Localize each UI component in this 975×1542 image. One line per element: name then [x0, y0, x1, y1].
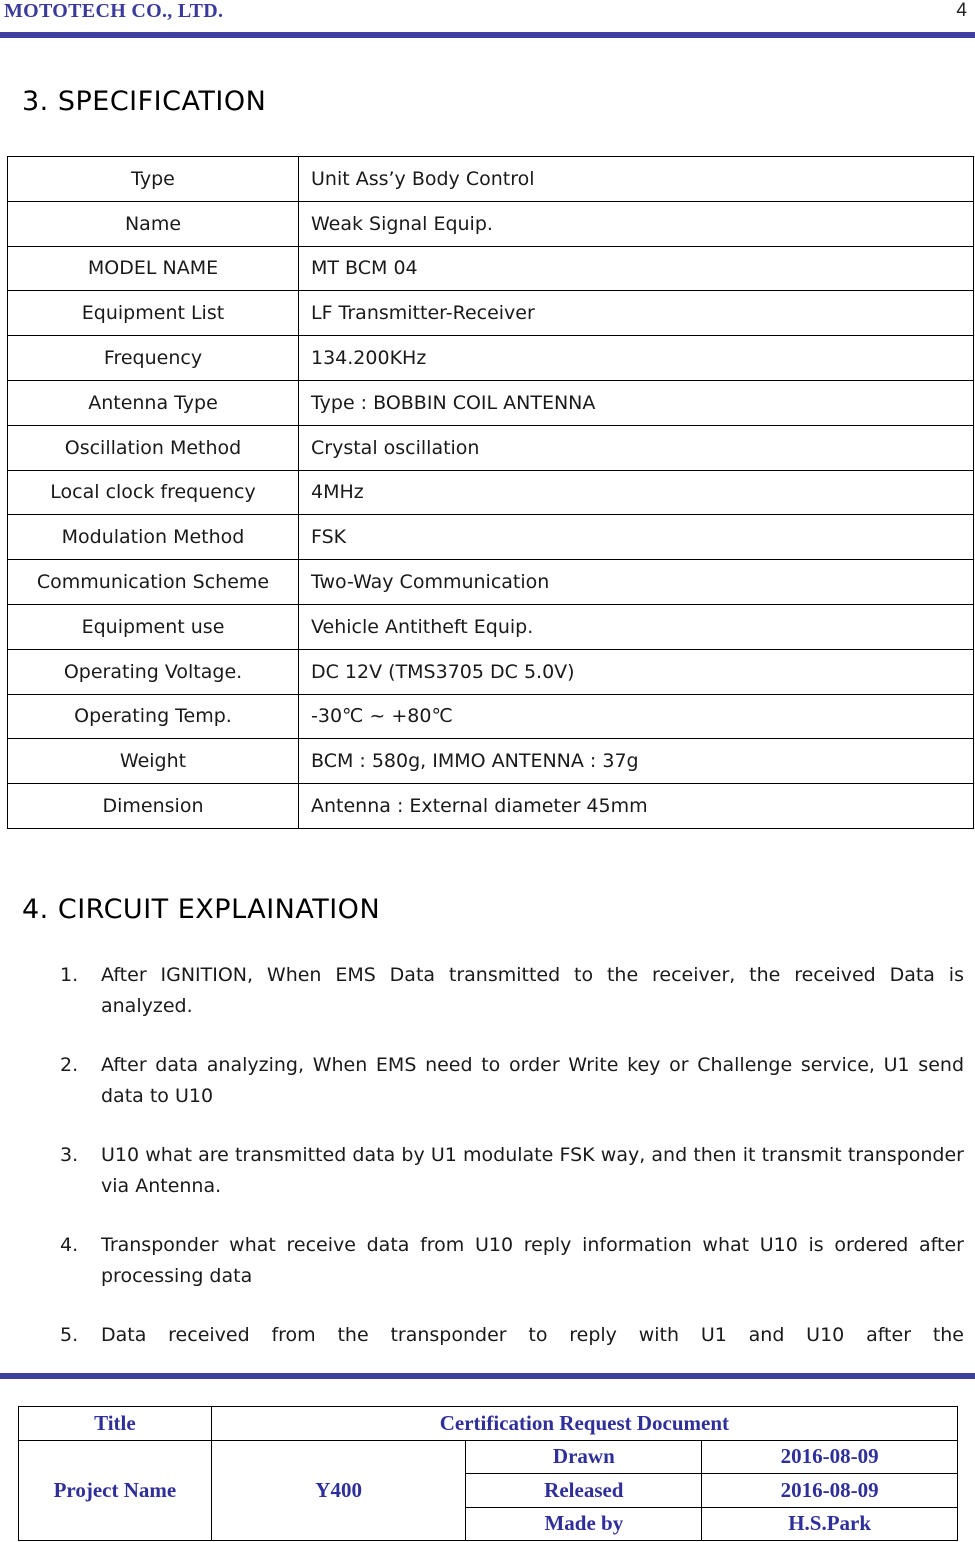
title-label: Title: [19, 1407, 212, 1441]
document-info-table: [18, 1406, 958, 1541]
section-title-specification: 3. SPECIFICATION: [22, 86, 267, 117]
spec-value: Antenna : External diameter 45mm: [299, 784, 974, 829]
table-row: [8, 649, 974, 694]
table-row: [8, 380, 974, 425]
spec-label: Equipment use: [8, 604, 299, 649]
step-text: After IGNITION, When EMS Data transmitted to the receiver, the received Data is analyzed.: [101, 964, 964, 1017]
step-text: Transponder what receive data from U10 reply information what U10 is ordered after processing data: [101, 1234, 964, 1287]
spec-value: 4MHz: [299, 470, 974, 515]
spec-label: Communication Scheme: [8, 560, 299, 605]
spec-value: Vehicle Antitheft Equip.: [299, 604, 974, 649]
table-row: [19, 1440, 958, 1474]
table-row: [8, 560, 974, 605]
spec-label: Oscillation Method: [8, 425, 299, 470]
spec-label: Dimension: [8, 784, 299, 829]
section-title-circuit-explanation: 4. CIRCUIT EXPLAINATION: [22, 894, 381, 925]
spec-value: FSK: [299, 515, 974, 560]
list-item: [60, 1320, 964, 1351]
spec-value: LF Transmitter-Receiver: [299, 291, 974, 336]
spec-value: Crystal oscillation: [299, 425, 974, 470]
circuit-steps-list: [60, 960, 964, 1379]
list-item: [60, 1230, 964, 1292]
spec-label: Weight: [8, 739, 299, 784]
spec-value: -30℃ ~ +80℃: [299, 694, 974, 739]
step-number: 1.: [60, 964, 79, 986]
spec-label: MODEL NAME: [8, 246, 299, 291]
table-row: [8, 470, 974, 515]
table-row: [8, 739, 974, 784]
step-text: Data received from the transponder to reply with U1 and U10 after the: [101, 1324, 964, 1346]
table-row: [8, 246, 974, 291]
spec-label: Frequency: [8, 336, 299, 381]
spec-label: Type: [8, 157, 299, 202]
company-name: MOTOTECH CO., LTD.: [4, 0, 224, 22]
spec-value: Type : BOBBIN COIL ANTENNA: [299, 380, 974, 425]
spec-value: Unit Ass’y Body Control: [299, 157, 974, 202]
spec-value: Two-Way Communication: [299, 560, 974, 605]
header-divider: [0, 32, 975, 38]
spec-label: Operating Temp.: [8, 694, 299, 739]
spec-value: DC 12V (TMS3705 DC 5.0V): [299, 649, 974, 694]
spec-label: Local clock frequency: [8, 470, 299, 515]
spec-value: Weak Signal Equip.: [299, 201, 974, 246]
made-by-value: H.S.Park: [702, 1507, 958, 1541]
spec-label: Name: [8, 201, 299, 246]
spec-label: Equipment List: [8, 291, 299, 336]
table-row: [8, 604, 974, 649]
title-value: Certification Request Document: [211, 1407, 957, 1441]
table-row: [8, 201, 974, 246]
table-row: [19, 1407, 958, 1441]
project-name-value: Y400: [211, 1440, 466, 1541]
list-item: [60, 960, 964, 1022]
made-by-label: Made by: [466, 1507, 702, 1541]
specification-table: [7, 156, 974, 829]
step-number: 4.: [60, 1234, 79, 1256]
table-row: [8, 425, 974, 470]
table-row: [8, 291, 974, 336]
released-date: 2016-08-09: [702, 1474, 958, 1508]
spec-label: Antenna Type: [8, 380, 299, 425]
step-number: 5.: [60, 1324, 79, 1346]
released-label: Released: [466, 1474, 702, 1508]
table-row: [8, 157, 974, 202]
spec-value: BCM : 580g, IMMO ANTENNA : 37g: [299, 739, 974, 784]
step-text: After data analyzing, When EMS need to order Write key or Challenge service, U1 send data to U10: [101, 1054, 964, 1107]
spec-value: MT BCM 04: [299, 246, 974, 291]
spec-label: Modulation Method: [8, 515, 299, 560]
page-number: 4: [956, 0, 967, 21]
step-number: 3.: [60, 1144, 79, 1166]
spec-value: 134.200KHz: [299, 336, 974, 381]
footer-divider: [0, 1373, 975, 1379]
spec-label: Operating Voltage.: [8, 649, 299, 694]
step-number: 2.: [60, 1054, 79, 1076]
project-name-label: Project Name: [19, 1440, 212, 1541]
list-item: [60, 1140, 964, 1202]
drawn-label: Drawn: [466, 1440, 702, 1474]
table-row: [8, 694, 974, 739]
table-row: [8, 336, 974, 381]
step-text: U10 what are transmitted data by U1 modulate FSK way, and then it transmit transponder via Antenna.: [101, 1144, 964, 1197]
drawn-date: 2016-08-09: [702, 1440, 958, 1474]
list-item: [60, 1050, 964, 1112]
table-row: [8, 784, 974, 829]
table-row: [8, 515, 974, 560]
